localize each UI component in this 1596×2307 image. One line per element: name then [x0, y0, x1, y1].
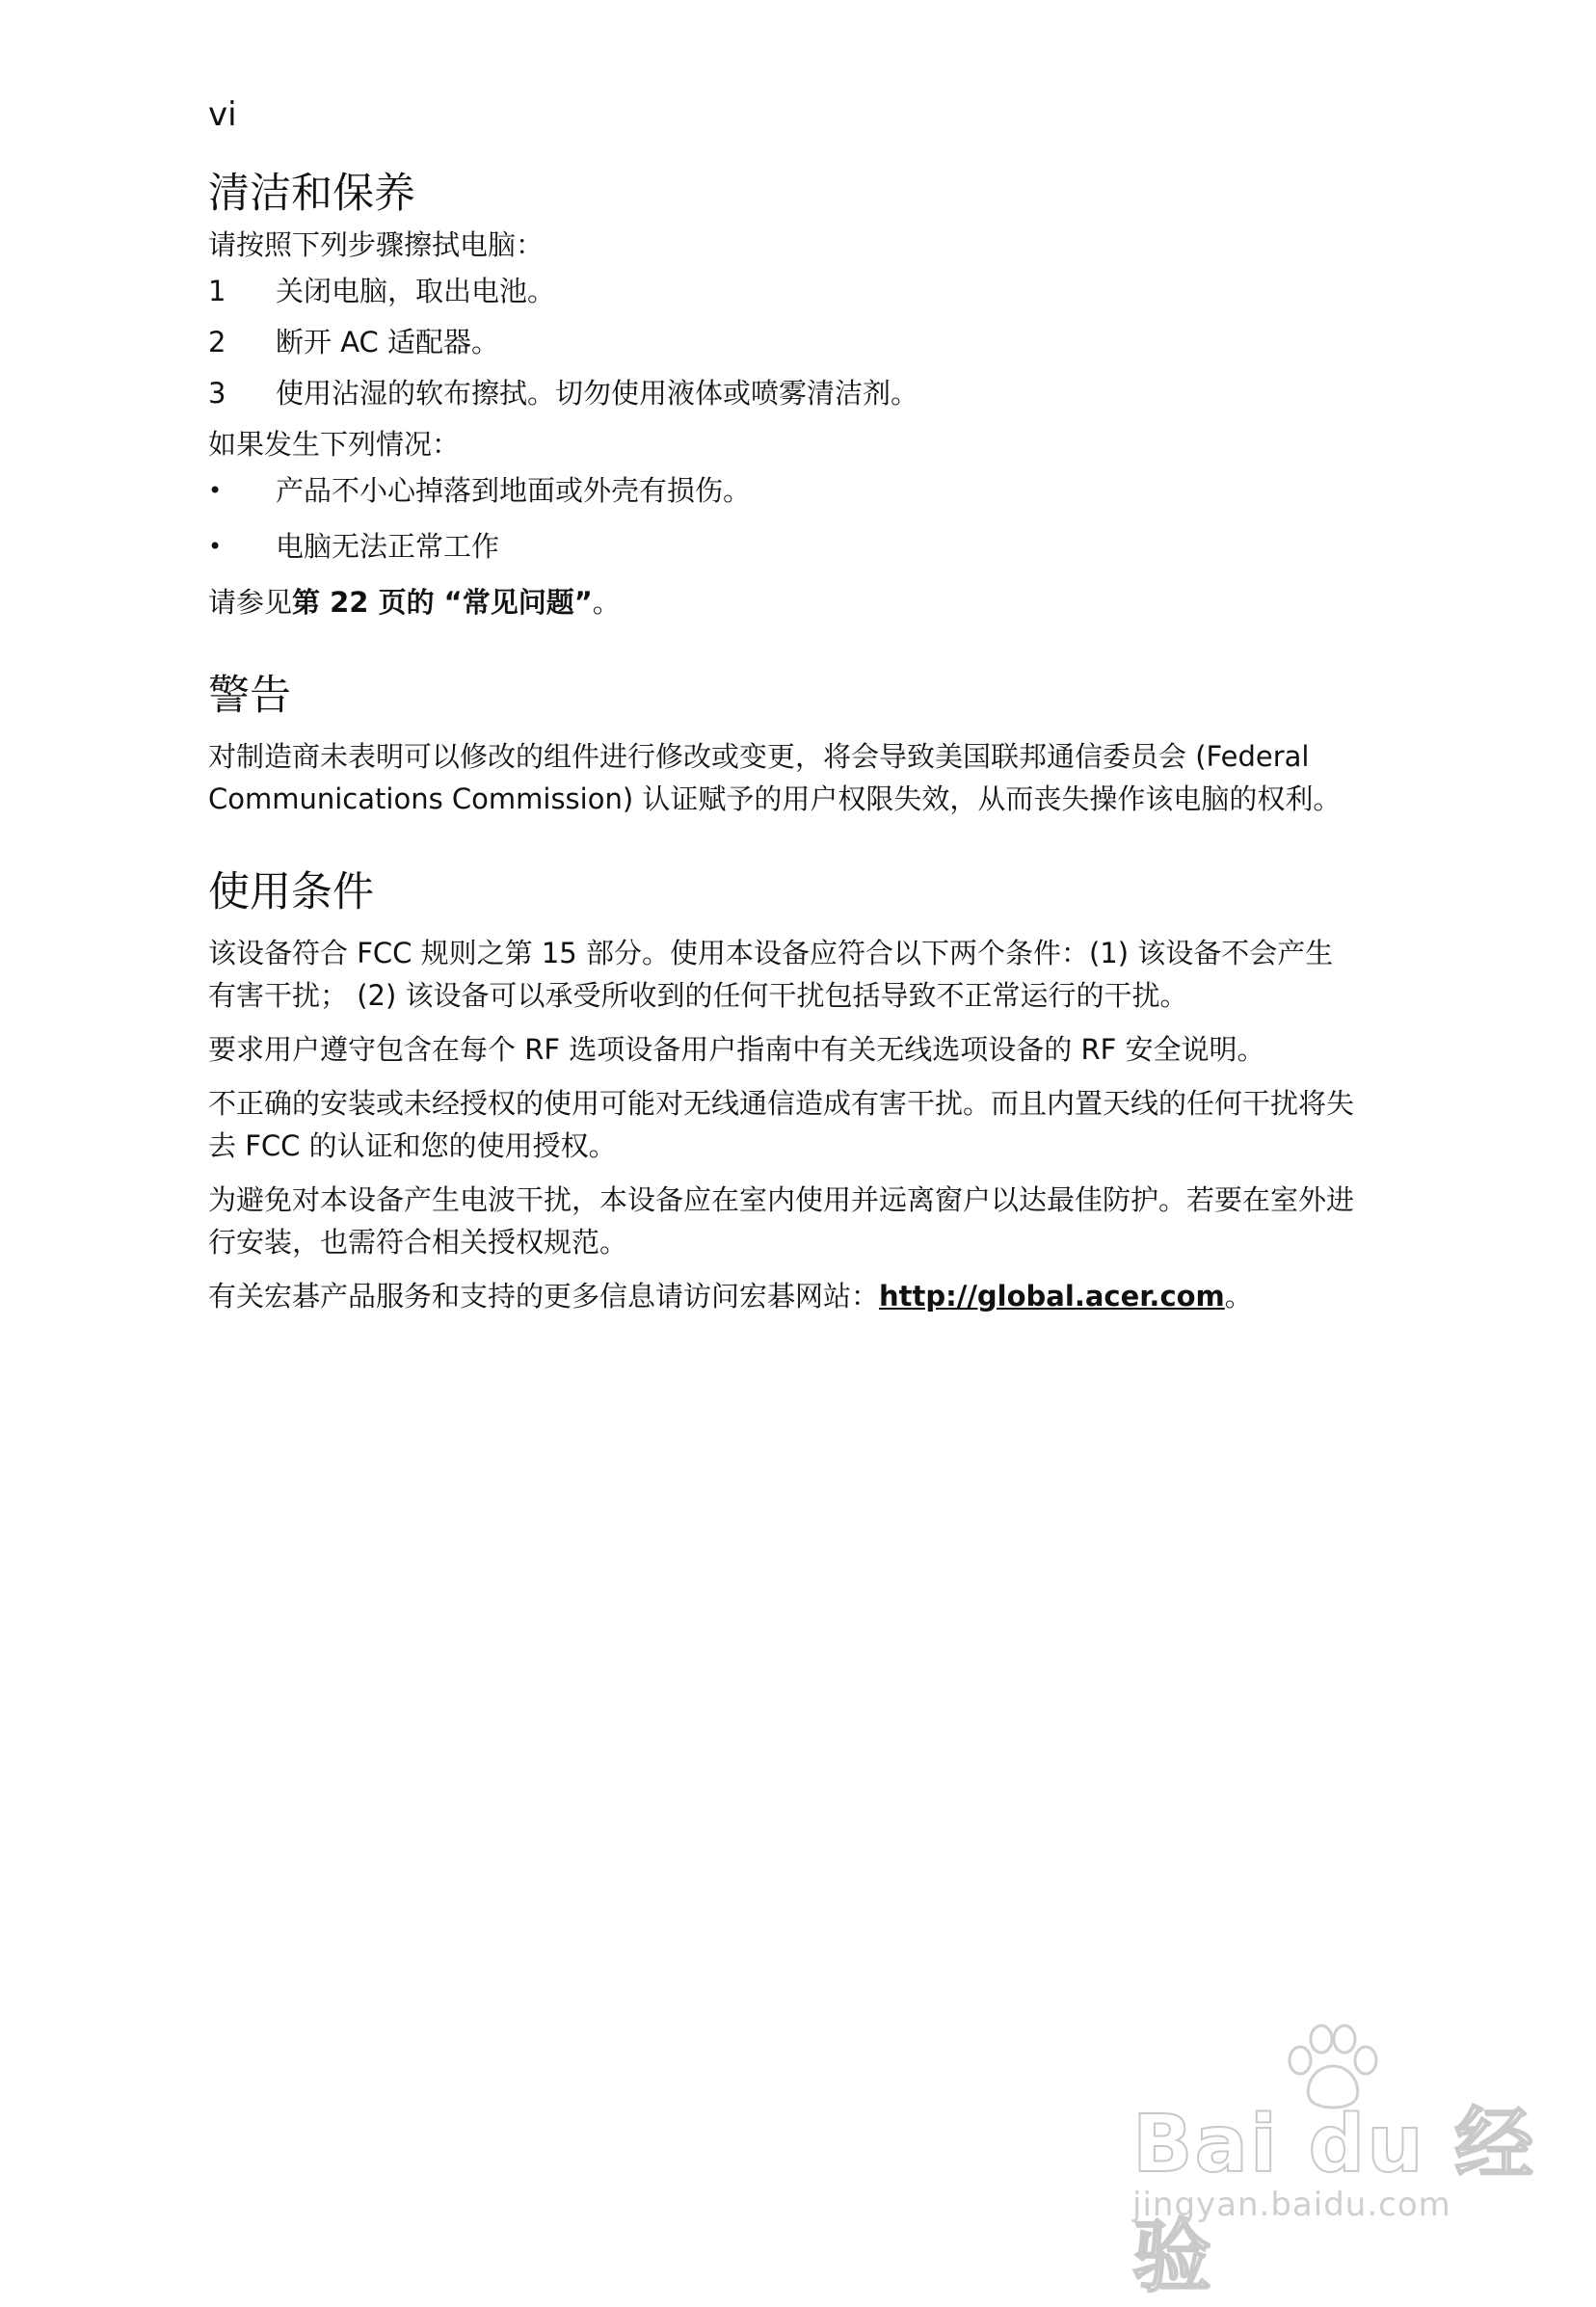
terms-title: 使用条件 [208, 868, 374, 916]
bullet-icon: • [208, 477, 223, 504]
page-number: vi [208, 95, 237, 134]
step-text: 使用沾湿的软布擦拭。切勿使用液体或喷雾清洁剂。 [276, 377, 919, 410]
list-item [208, 270, 1355, 312]
list-item [208, 525, 1355, 568]
terms-final [208, 1275, 1355, 1317]
document-body [208, 164, 1355, 1329]
terms-final-suffix: 。 [1224, 1280, 1253, 1313]
see-also-reference: 第 22 页的 “常见问题” [292, 586, 593, 619]
bullet-icon: • [208, 533, 223, 560]
terms-paragraph: 不正确的安装或未经授权的使用可能对无线通信造成有害干扰。而且内置天线的任何干扰将失去 FCC 的认证和您的使用授权。 [208, 1087, 1355, 1162]
warning-text: 对制造商未表明可以修改的组件进行修改或变更，将会导致美国联邦通信委员会 (Federal Communications Commission) 认证赋予的用户权限失效，从而丧失操作该电脑的权利。 [208, 740, 1342, 815]
condition-text: 产品不小心掉落到地面或外壳有损伤。 [276, 474, 752, 507]
see-also [208, 581, 1355, 623]
cleaning-intro: 请按照下列步骤擦拭电脑： [208, 228, 545, 261]
step-text: 断开 AC 适配器。 [276, 326, 500, 358]
step-text: 关闭电脑，取出电池。 [276, 275, 556, 307]
list-item [208, 321, 1355, 363]
see-also-suffix: 。 [592, 586, 621, 619]
step-number: 1 [208, 275, 226, 307]
terms-final-prefix: 有关宏碁产品服务和支持的更多信息请访问宏碁网站： [208, 1280, 880, 1313]
cleaning-section [208, 164, 1355, 623]
list-item [208, 372, 1355, 414]
step-number: 2 [208, 326, 226, 358]
see-also-prefix: 请参见 [208, 586, 293, 619]
terms-paragraph: 为避免对本设备产生电波干扰，本设备应在室内使用并远离窗户以达最佳防护。若要在室外进行安装，也需符合相关授权规范。 [208, 1183, 1355, 1259]
terms-paragraph: 要求用户遵守包含在每个 RF 选项设备用户指南中有关无线选项设备的 RF 安全说明。 [208, 1033, 1265, 1066]
acer-website-link[interactable]: http://global.acer.com [879, 1280, 1225, 1313]
warning-section [208, 666, 1355, 820]
condition-text: 电脑无法正常工作 [276, 530, 500, 563]
watermark-url: jingyan.baidu.com [1132, 2186, 1451, 2224]
step-number: 3 [208, 377, 226, 410]
cleaning-title: 清洁和保养 [208, 170, 415, 218]
conditions-list [208, 469, 1355, 568]
baidu-watermark [1132, 2024, 1537, 2303]
terms-paragraph: 该设备符合 FCC 规则之第 15 部分。使用本设备应符合以下两个条件：(1) 该设备不会产生有害干扰； (2) 该设备可以承受所收到的任何干扰包括导致不正常运行的干扰。 [208, 937, 1334, 1012]
conditions-intro: 如果发生下列情况： [208, 428, 461, 461]
list-item [208, 469, 1355, 512]
watermark-logo: Bai du 经验 [1132, 2099, 1536, 2303]
warning-title: 警告 [208, 672, 291, 720]
cleaning-steps [208, 270, 1355, 414]
terms-section [208, 862, 1355, 1317]
